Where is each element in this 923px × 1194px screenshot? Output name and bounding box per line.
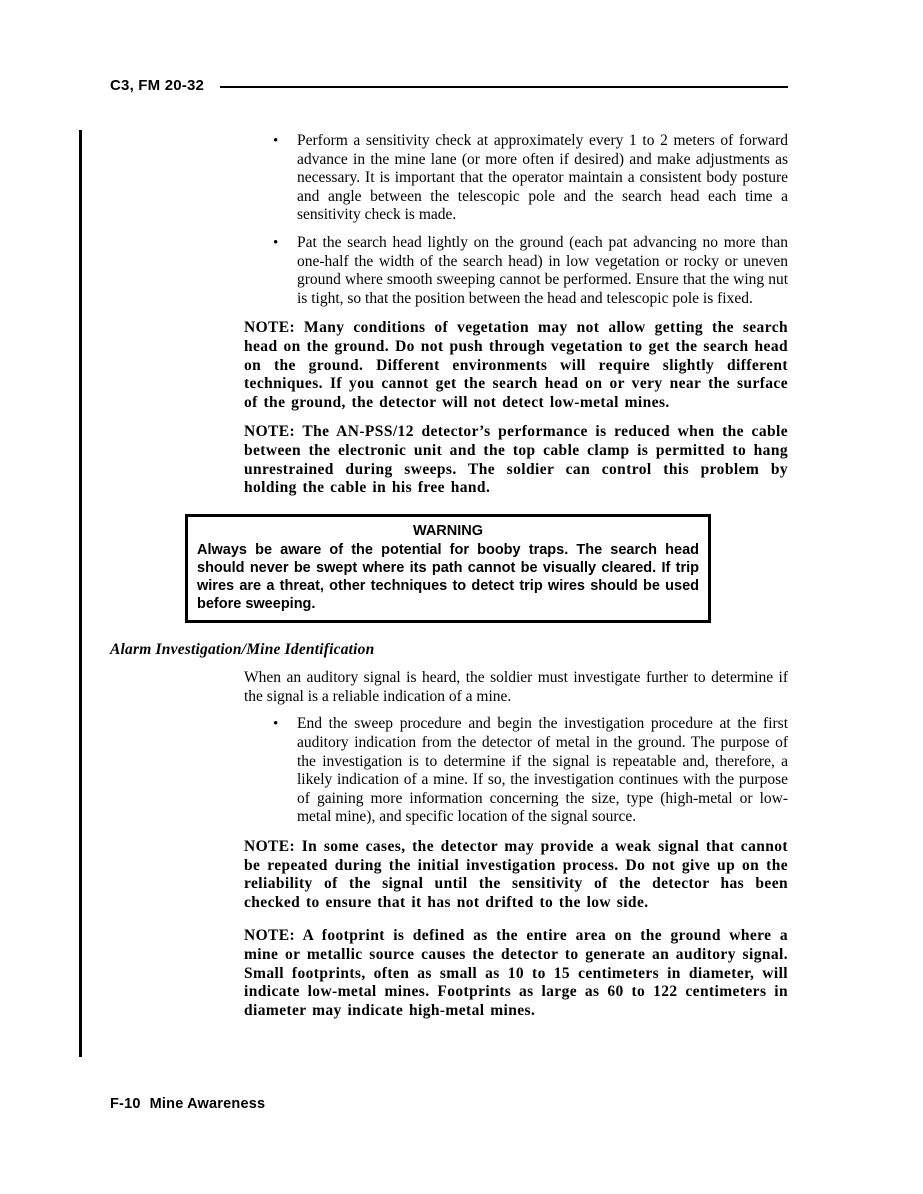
warning-box <box>185 514 711 623</box>
page-content <box>110 129 788 1020</box>
list-item-text: End the sweep procedure and begin the investigation procedure at the first auditory indication from the detector of metal in the ground. The purpose of the investigation is to determine if the signal is repeatable and, therefore, a likely indication of a mine. If so, the investigation continues with the purpose of gaining more information concerning the size, type (high-metal or low-metal mine), and specific location of the signal source. <box>297 715 788 826</box>
warning-title: WARNING <box>412 522 484 539</box>
bullet-icon: • <box>273 234 279 251</box>
bullet-icon: • <box>273 716 279 733</box>
footer-section-title: Mine Awareness <box>149 1096 266 1112</box>
note-paragraph: NOTE: In some cases, the detector may provide a weak signal that cannot be repeated during the initial investigation process. Do not give up on the reliability of the signal until the sensitivity of the detector has been checked to ensure that it has not drifted to the low side. <box>244 838 788 911</box>
note-paragraph: NOTE: A footprint is defined as the entire area on the ground where a mine or metallic source causes the detector to generate an auditory signal. Small footprints, often as small as 10 to 15 centimeters in diameter, will indicate low-metal mines. Footprints as large as 60 to 122 centimeters in diameter may indicate high-metal mines. <box>244 927 788 1019</box>
change-bar <box>79 130 82 1057</box>
section-heading: Alarm Investigation/Mine Identification <box>110 640 375 658</box>
list-item <box>273 715 788 827</box>
warning-text: Always be aware of the potential for booby traps. The search head should never be swept where its path cannot be visually cleared. If trip wires are a threat, other techniques to detect trip wires should be used before sweeping. <box>197 541 699 612</box>
header-rule <box>220 86 788 88</box>
bullet-icon: • <box>273 133 279 149</box>
note-paragraph: NOTE: Many conditions of vegetation may not allow getting the search head on the ground. Do not push through vegetation to get the search head on the ground. Different environments will require slightly different techniques. If you cannot get the search head on or very near the surface of the ground, the detector will not detect low-metal mines. <box>244 319 788 411</box>
note-paragraph: NOTE: The AN-PSS/12 detector’s performance is reduced when the cable between the electronic unit and the top cable clamp is permitted to hang unrestrained during sweeps. The soldier can control this problem by holding the cable in his free hand. <box>244 423 788 497</box>
list-item <box>273 233 788 308</box>
list-item-text: Pat the search head lightly on the ground (each pat advancing no more than one-half the width of the search head) in low vegetation or rocky or uneven ground where smooth sweeping cannot be performed. Ensure that the wing nut is tight, so that the position between the head and telescopic pole is fixed. <box>297 233 788 307</box>
document-id: C3, FM 20-32 <box>110 77 205 94</box>
body-paragraph: When an auditory signal is heard, the soldier must investigate further to determine if the signal is a reliable indication of a mine. <box>244 669 788 705</box>
page-number: F-10 <box>110 1096 141 1112</box>
page-footer <box>110 1096 265 1112</box>
page-header <box>110 77 788 94</box>
list-item <box>273 132 788 225</box>
list-item-text: Perform a sensitivity check at approximately every 1 to 2 meters of forward advance in the mine lane (or more often if desired) and make adjustments as necessary. It is important that the operator maintain a consistent body posture and angle between the telescopic pole and the search head each time a sensitivity check is made. <box>297 132 788 224</box>
